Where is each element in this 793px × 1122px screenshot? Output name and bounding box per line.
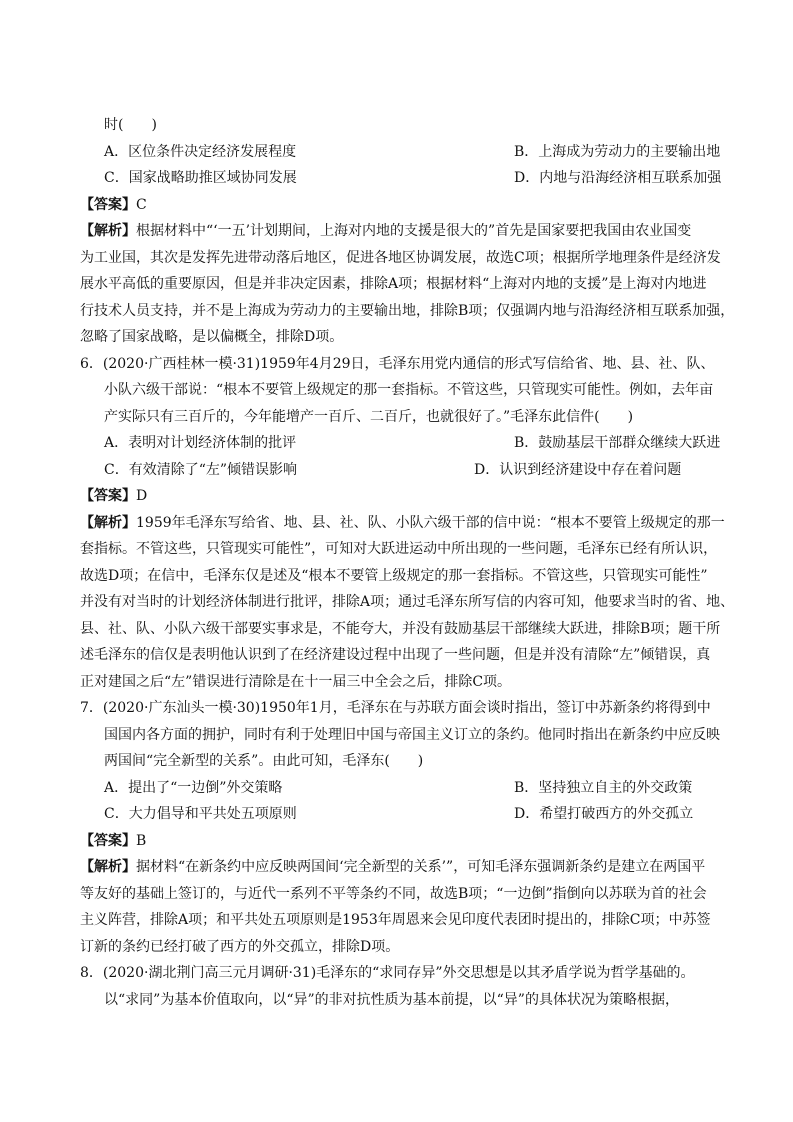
q6-options-row-1 bbox=[80, 430, 720, 457]
q5-option-a: A．区位条件决定经济发展程度 bbox=[104, 143, 297, 160]
q5-option-d: D．内地与沿海经济相互联系加强 bbox=[514, 170, 722, 186]
q5-options-row-1 bbox=[80, 139, 720, 166]
q8-stem-line-1: 8．(2020·湖北荆门高三元月调研·31)毛泽东的“求同存异”外交思想是以其矛盾学说为哲学基础的。 bbox=[80, 965, 695, 981]
q6-analysis-line-7: 正对建国之后“左”错误进行清除是在十一届三中全会之后，排除C项。 bbox=[80, 673, 512, 690]
q7-analysis-line-1 bbox=[80, 854, 720, 881]
q7-stem-line-3: 两国间“完全新型的关系”。由此可知，毛泽东( ) bbox=[104, 753, 424, 769]
q5-options-row-2 bbox=[80, 165, 720, 192]
q6-option-c: C．有效清除了“左”倾错误影响 bbox=[104, 461, 298, 478]
q6-option-b: B．鼓励基层干部群众继续大跃进 bbox=[514, 435, 721, 451]
q7-option-c: C．大力倡导和平共处五项原则 bbox=[104, 806, 297, 822]
q6-analysis-line-6: 述毛泽东的信仅是表明他认识到了在经济建设过程中出现了一些问题，但是并没有清除“左”倾错误，真 bbox=[80, 647, 711, 663]
q5-answer bbox=[80, 192, 720, 219]
q8-stem-line-2: 以“求同”为基本价值取向，以“异”的非对抗性质为基本前提，以“异”的具体状况为策略根据， bbox=[104, 991, 679, 1008]
q5-analysis-text: 根据材料中“‘一五’计划期间，上海对内地的支援是很大的”首先是国家要把我国由农业国变 bbox=[136, 223, 692, 239]
q5-answer-label: 【答案】 bbox=[80, 196, 136, 213]
q6-analysis-line-3: 故选D项；在信中，毛泽东仅是述及“根本不要管上级规定的那一套指标。不管这些，只管现实可能性” bbox=[80, 567, 708, 584]
q5-analysis-line-5: 忽略了国家战略，是以偏概全，排除D项。 bbox=[80, 329, 344, 345]
q7-analysis-text: 据材料“在新条约中应反映两国间‘完全新型的关系’”，可知毛泽东强调新条约是建立在两国平 bbox=[136, 859, 706, 875]
q5-analysis-line-1 bbox=[80, 218, 720, 245]
q6-analysis-line-4: 并没有对当时的计划经济体制进行批评，排除A项；通过毛泽东所写信的内容可知，他要求当时的省、地、 bbox=[80, 594, 735, 610]
q6-answer-value: D bbox=[136, 488, 148, 504]
q6-analysis-label: 【解析】 bbox=[80, 514, 136, 531]
q6-option-d: D．认识到经济建设中存在着问题 bbox=[474, 461, 682, 478]
q5-analysis-line-4: 行技术人员支持，并不是上海成为劳动力的主要输出地，排除B项；仅强调内地与沿海经济相互联系加强， bbox=[80, 302, 735, 319]
q6-options-row-2 bbox=[80, 457, 720, 484]
q6-stem-line-1: 6．(2020·广西桂林一模·31)1959年4月29日，毛泽东用党内通信的形式写信给省、地、县、社、队、 bbox=[80, 355, 715, 372]
q7-analysis-line-3: 主义阵营，排除A项；和平共处五项原则是1953年周恩来会见印度代表团时提出的，排除C项；中苏签 bbox=[80, 912, 711, 928]
q7-option-b: B．坚持独立自主的外交政策 bbox=[514, 779, 693, 796]
q6-analysis-line-1 bbox=[80, 510, 725, 537]
q6-analysis-line-2: 套指标。不管这些，只管现实可能性”，可知对大跃进运动中所出现的一些问题，毛泽东已经有所认识， bbox=[80, 541, 718, 557]
q7-analysis-line-2: 等友好的基础上签订的，与近代一系列不平等条约不同，故选B项；“一边倒”指倒向以苏联为首的社会 bbox=[80, 885, 707, 902]
q6-analysis-text: 1959年毛泽东写给省、地、县、社、队、小队六级干部的信中说：“根本不要管上级规定的那一 bbox=[136, 514, 725, 531]
q7-analysis-line-4: 订新的条约已经打破了西方的外交孤立，排除D项。 bbox=[80, 938, 400, 955]
q5-analysis-line-3: 展水平高低的重要原因，但是并非决定因素，排除A项；根据材料“上海对内地的支援”是上海对内地进 bbox=[80, 276, 707, 292]
q7-answer bbox=[80, 828, 720, 855]
q5-stem-tail: 时( ) bbox=[104, 117, 157, 133]
q6-analysis-line-5: 县、社、队、小队六级干部要实事求是，不能夸大，并没有鼓励基层干部继续大跃进，排除B项；题干所 bbox=[80, 620, 721, 637]
q7-analysis-label: 【解析】 bbox=[80, 859, 136, 875]
q7-options-row-2 bbox=[80, 801, 720, 828]
q5-answer-value: C bbox=[136, 196, 147, 213]
q6-stem-line-2: 小队六级干部说：“根本不要管上级规定的那一套指标。不管这些，只管现实可能性。例如，去年亩 bbox=[104, 382, 714, 398]
q5-analysis-label: 【解析】 bbox=[80, 223, 136, 239]
q6-answer bbox=[80, 483, 720, 510]
q5-analysis-line-2: 为工业国，其次是发挥先进带动落后地区，促进各地区协调发展，故选C项；根据所学地理条件是经济发 bbox=[80, 249, 721, 266]
q5-option-b: B．上海成为劳动力的主要输出地 bbox=[514, 143, 721, 160]
q6-option-a: A．表明对计划经济体制的批评 bbox=[104, 435, 297, 451]
q6-stem-line-3: 产实际只有三百斤的，今年能增产一百斤、二百斤，也就很好了。”毛泽东此信件( ) bbox=[104, 408, 634, 425]
q7-options-row-1 bbox=[80, 775, 720, 802]
q6-answer-label: 【答案】 bbox=[80, 488, 136, 504]
q7-answer-label: 【答案】 bbox=[80, 832, 136, 849]
q7-stem-line-2: 国国内各方面的拥护，同时有利于处理旧中国与帝国主义订立的条约。他同时指出在新条约中应反映 bbox=[104, 726, 720, 743]
q7-stem-line-1: 7．(2020·广东汕头一模·30)1950年1月，毛泽东在与苏联方面会谈时指出，签订中苏新条约将得到中 bbox=[80, 700, 711, 716]
q7-option-a: A．提出了“一边倒”外交策略 bbox=[104, 779, 283, 796]
q7-answer-value: B bbox=[136, 832, 147, 849]
q7-option-d: D．希望打破西方的外交孤立 bbox=[514, 806, 694, 822]
question-content bbox=[80, 112, 735, 1013]
q5-option-c: C．国家战略助推区域协同发展 bbox=[104, 170, 297, 186]
